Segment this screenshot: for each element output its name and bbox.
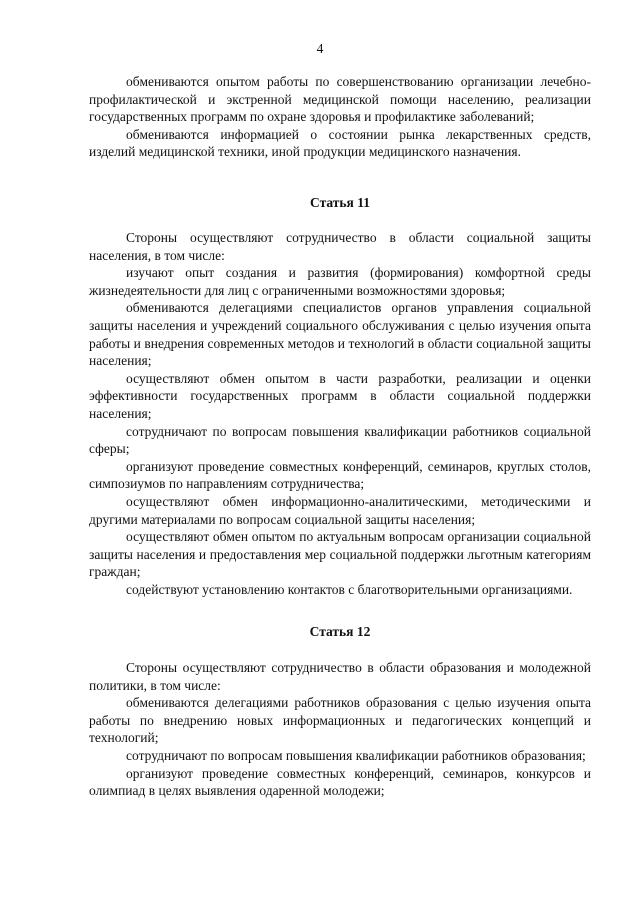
paragraph: осуществляют обмен опытом в части разработки, реализации и оценки эффективности государственных программ в области социальной поддержки населения; <box>89 370 591 421</box>
paragraph: организуют проведение совместных конференций, семинаров, круглых столов, симпозиумов по направлениям сотрудничества; <box>89 458 591 492</box>
paragraph: обмениваются информацией о состоянии рынка лекарственных средств, изделий медицинской техники, иной продукции медицинского назначения. <box>89 126 591 160</box>
paragraph: сотрудничают по вопросам повышения квалификации работников социальной сферы; <box>89 423 591 457</box>
article-11-title: Статья 11 <box>310 195 370 210</box>
paragraph: обмениваются опытом работы по совершенствованию организации лечебно-профилактической и экстренной медицинской помощи населению, реализации государственных программ по охране здоровья и профилактике заболеваний; <box>89 74 591 125</box>
article-11-heading-wrap <box>89 194 591 212</box>
paragraph: организуют проведение совместных конференций, семинаров, конкурсов и олимпиад в целях выявления одаренной молодежи; <box>89 765 591 799</box>
article-11-body <box>89 229 591 598</box>
paragraph: сотрудничают по вопросам повышения квалификации работников образования; <box>126 747 586 763</box>
article-12-body <box>89 659 591 800</box>
paragraph: содействуют установлению контактов с благотворительными организациями. <box>126 581 573 597</box>
paragraph: обмениваются делегациями специалистов органов управления социальной защиты населения и учреждений социального обслуживания с целью изучения опыта работы и внедрения современных методов и технологий в области социальной защиты населения; <box>89 300 591 369</box>
article-12-title: Статья 12 <box>309 624 371 639</box>
paragraph: изучают опыт создания и развития (формирования) комфортной среды жизнедеятельности для лиц с ограниченными возможностями здоровья; <box>89 265 591 298</box>
paragraph: Стороны осуществляют сотрудничество в области социальной защиты населения, в том числе: <box>89 230 591 263</box>
paragraph: обмениваются делегациями работников образования с целью изучения опыта работы по внедрению новых информационных и педагогических концепций и технологий; <box>89 695 591 746</box>
page-number: 4 <box>316 41 324 56</box>
paragraph: осуществляют обмен опытом по актуальным вопросам организации социальной защиты населения и предоставления мер социальной поддержки льготным категориям граждан; <box>89 529 591 580</box>
paragraph: Стороны осуществляют сотрудничество в области образования и молодежной политики, в том числе: <box>89 660 591 693</box>
intro-block <box>89 73 591 161</box>
paragraph: осуществляют обмен информационно-аналитическими, методическими и другими материалами по вопросам социальной защиты населения; <box>89 493 591 527</box>
article-12-heading-wrap <box>89 623 591 641</box>
